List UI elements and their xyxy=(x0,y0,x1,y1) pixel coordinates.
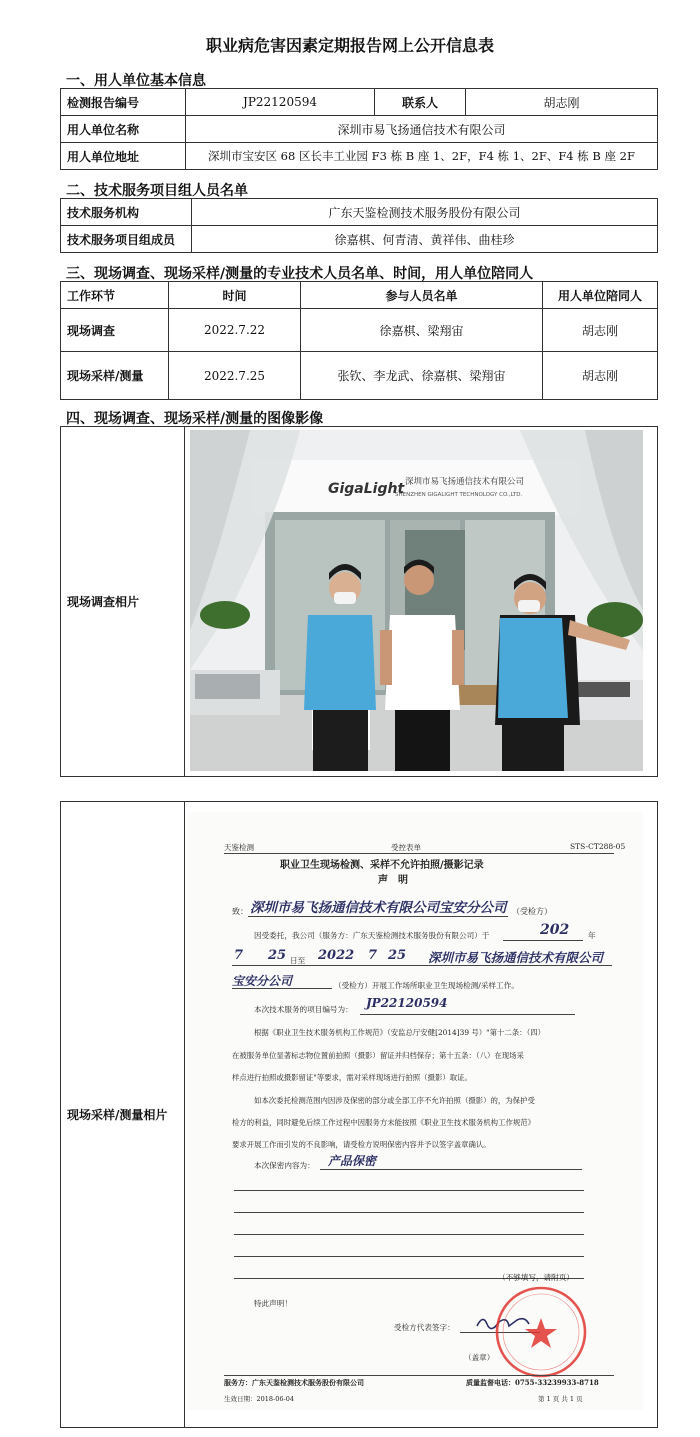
org-label: 技术服务机构 xyxy=(61,199,192,226)
scan-rep-label: 受检方代表签字： xyxy=(394,1323,455,1332)
survey-photo-label: 现场调查相片 xyxy=(61,427,185,777)
scan-to-prefix: 致： xyxy=(232,907,248,916)
scan-p9: 检方的利益，同时避免后续工作过程中因服务方未能按照《职业卫生技术服务机构工作规范》 xyxy=(232,1118,536,1127)
scan-header-right: STS-CT288-05 xyxy=(570,842,626,851)
org-value: 广东天鉴检测技术服务股份有限公司 xyxy=(192,199,658,226)
stage-cell: 现场采样/测量 xyxy=(61,352,169,400)
col-header-people: 参与人员名单 xyxy=(301,282,543,309)
sampling-photo-label: 现场采样/测量相片 xyxy=(61,802,185,1428)
sign-logo: GigaLight xyxy=(328,481,405,497)
scan-p3-hand: 宝安分公司 xyxy=(232,974,293,988)
scan-to-hand: 深圳市易飞扬通信技术有限公司宝安分公司 xyxy=(250,900,507,916)
scan-p2-m1: 7 xyxy=(234,948,244,963)
scan-footer-right: 质量监督电话：0755-33239933-8718 xyxy=(466,1378,599,1387)
scan-header-mid: 受控表单 xyxy=(391,843,421,852)
section-2-heading: 二、技术服务项目组人员名单 xyxy=(66,183,248,199)
scan-p5: 根据《职业卫生技术服务机构工作规范》（安监总厅安健[2014]39 号）"第十二条：（四） xyxy=(254,1028,546,1037)
members-value: 徐嘉棋、何青清、黄祥伟、曲桂珍 xyxy=(192,226,658,253)
scan-to-suffix: （受检方） xyxy=(512,907,552,916)
survey-photo xyxy=(190,430,643,771)
scan-title: 职业卫生现场检测、采样不允许拍照/摄影记录 xyxy=(280,860,484,871)
team-table xyxy=(60,198,658,253)
sign-company-cn: 深圳市易飞扬通信技术有限公司 xyxy=(405,477,525,487)
scan-p4-hand: JP22120594 xyxy=(366,996,448,1010)
scan-declare: 特此声明！ xyxy=(254,1299,292,1308)
sampling-photo xyxy=(188,812,643,1410)
scan-p4: 本次技术服务的项目编号为： xyxy=(254,1005,353,1014)
scan-p7: 样点进行拍照或摄影留证"等要求，需对采样现场进行拍照（摄影）取证。 xyxy=(232,1073,472,1082)
schedule-table xyxy=(60,281,658,400)
scan-p8: 如本次委托检测范围内因涉及保密的部分或全部工序不允许拍照（摄影）的，为保护受 xyxy=(254,1096,535,1105)
company-value: 深圳市易飞扬通信技术有限公司 xyxy=(186,116,658,143)
scan-header-left: 天鉴检测 xyxy=(224,843,254,852)
scan-p2-d2: 25 xyxy=(388,948,407,963)
scan-footer-left: 服务方：广东天鉴检测技术服务股份有限公司 xyxy=(224,1378,364,1387)
scan-p1-year: 202 xyxy=(540,922,570,938)
members-label: 技术服务项目组成员 xyxy=(61,226,192,253)
escort-cell: 胡志刚 xyxy=(543,309,658,352)
scan-note: （不够填写，请附页） xyxy=(498,1273,574,1282)
page-title: 职业病危害因素定期报告网上公开信息表 xyxy=(205,36,494,55)
date-cell: 2022.7.25 xyxy=(169,352,301,400)
scan-p3: （受检方）开展工作场所职业卫生现场检测/采样工作。 xyxy=(334,981,519,990)
escort-cell: 胡志刚 xyxy=(543,352,658,400)
scan-p2-m2: 7 xyxy=(368,948,378,963)
sign-company-en: SHENZHEN GIGALIGHT TECHNOLOGY CO.,LTD. xyxy=(395,492,523,498)
report-no-label: 检测报告编号 xyxy=(61,89,186,116)
scan-p2-hand: 深圳市易飞扬通信技术有限公司 xyxy=(428,950,604,965)
scan-p1-year-suffix: 年 xyxy=(588,931,596,940)
scan-p11-hand: 产品保密 xyxy=(328,1154,377,1168)
scan-p2-d1: 25 xyxy=(268,948,287,963)
col-header-stage: 工作环节 xyxy=(61,282,169,309)
contact-label: 联系人 xyxy=(375,89,466,116)
scan-footer-page: 第 1 页 共 1 页 xyxy=(538,1395,583,1403)
scan-p6: 在被服务单位显著标志物位置前拍照（摄影）留证并归档保存；第十五条：（八）在现场采 xyxy=(232,1051,524,1060)
scan-p10: 要求开展工作而引发的不良影响，请受检方说明保密内容并予以签字盖章确认。 xyxy=(232,1140,491,1149)
scan-subtitle: 声 明 xyxy=(378,875,408,886)
address-label: 用人单位地址 xyxy=(61,143,186,170)
section-3-heading: 三、现场调查、现场采样/测量的专业技术人员名单、时间，用人单位陪同人 xyxy=(66,266,534,282)
scan-p2-mid: 日至 xyxy=(290,956,306,965)
scan-p1: 因受委托，我公司（服务方：广东天鉴检测技术服务股份有限公司）于 xyxy=(254,931,490,940)
scan-p11: 本次保密内容为： xyxy=(254,1161,315,1170)
col-header-escort: 用人单位陪同人 xyxy=(543,282,658,309)
section-1-heading: 一、用人单位基本信息 xyxy=(66,73,206,89)
scan-seal-label: （盖章） xyxy=(464,1353,495,1362)
address-value: 深圳市宝安区 68 区长丰工业园 F3 栋 B 座 1、2F，F4 栋 1、2F、F4 栋 B 座 2F xyxy=(186,143,658,170)
table-row xyxy=(61,309,658,352)
section-4-heading: 四、现场调查、现场采样/测量的图像影像 xyxy=(66,411,324,427)
scan-footer-date: 生效日期：2018-06-04 xyxy=(224,1395,294,1403)
contact-value: 胡志刚 xyxy=(466,89,658,116)
col-header-date: 时间 xyxy=(169,282,301,309)
stage-cell: 现场调查 xyxy=(61,309,169,352)
scan-p2-y2: 2022 xyxy=(318,948,355,963)
basic-info-table xyxy=(60,88,658,170)
people-cell: 张钦、李龙武、徐嘉棋、梁翔宙 xyxy=(301,352,543,400)
people-cell: 徐嘉棋、梁翔宙 xyxy=(301,309,543,352)
table-row xyxy=(61,352,658,400)
company-label: 用人单位名称 xyxy=(61,116,186,143)
report-no-value: JP22120594 xyxy=(186,89,375,116)
company-seal xyxy=(493,1284,589,1380)
date-cell: 2022.7.22 xyxy=(169,309,301,352)
